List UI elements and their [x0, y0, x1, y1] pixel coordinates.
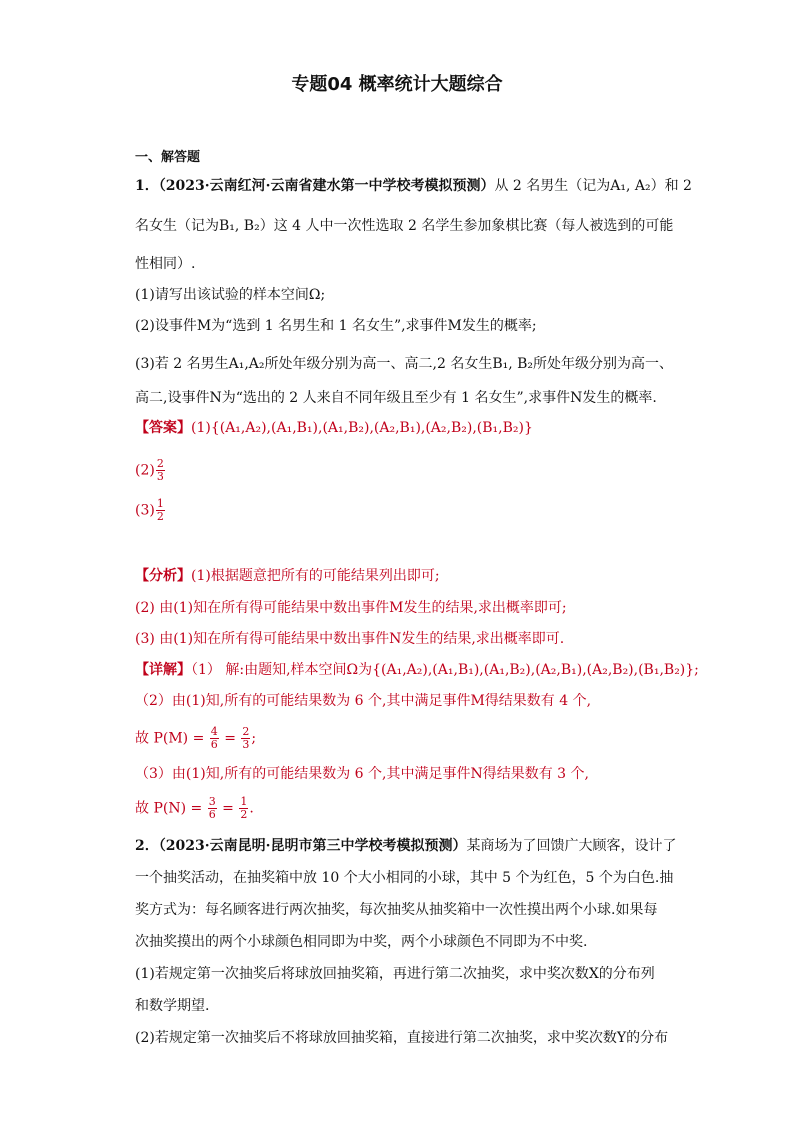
q1-part-3a: (3)若 2 名男生A₁,A₂所处年级分别为高一、高二,2 名女生B₁, B₂所处年级分别为高一、 [135, 356, 674, 372]
answer-1: (1){(A₁,A₂),(A₁,B₁),(A₁,B₂),(A₂,B₁),(A₂,B₂),(B₁,B₂)} [191, 420, 533, 436]
answer-3-prefix: (3) [135, 502, 155, 519]
q2-text-1: 某商场为了回馈广大顾客，设计了 [466, 838, 677, 854]
q2-line-6: 和数学期望. [135, 998, 210, 1014]
detail-3-fraction-1: $\frac{4}{6}$ [210, 725, 218, 751]
section-heading: 一、解答题 [135, 150, 201, 165]
detail-line-3 [135, 726, 256, 751]
answer-line-3 [135, 498, 166, 523]
q2-line-5: (1)若规定第一次抽奖后将球放回抽奖箱，再进行第二次抽奖，求中奖次数X的分布列 [135, 966, 655, 982]
detail-5-fraction-1: $\frac{3}{6}$ [208, 795, 216, 821]
answer-label: 【答案】 [135, 420, 191, 436]
detail-line-1 [135, 660, 699, 680]
detail-line-2: （2）由(1)知,所有的可能结果数为 6 个,其中满足事件M得结果数有 4 个, [135, 693, 592, 709]
detail-5-end: . [249, 800, 254, 817]
q2-line-1 [135, 836, 676, 856]
page-title: 专题04 概率统计大题综合 [291, 74, 503, 95]
detail-3-equals: = [224, 730, 236, 747]
answer-2-fraction: $\frac{2}{3}$ [156, 457, 164, 483]
detail-line-4: （3）由(1)知,所有的可能结果数为 6 个,其中满足事件N得结果数有 3 个, [135, 766, 589, 782]
detail-line-5 [135, 796, 254, 821]
detail-5-equals: = [222, 800, 234, 817]
detail-1: （1） 解:由题知,样本空间Ω为{(A₁,A₂),(A₁,B₁),(A₁,B₂),(A₂,B₁),(A₂,B₂),(B₁,B₂)}; [191, 662, 699, 678]
analysis-line-1 [135, 566, 440, 586]
answer-2-prefix: (2) [135, 462, 155, 479]
analysis-label: 【分析】 [135, 568, 191, 584]
detail-3-fraction-2: $\frac{2}{3}$ [242, 725, 250, 751]
answer-line-2 [135, 458, 166, 483]
q1-part-1: (1)请写出该试验的样本空间Ω; [135, 287, 326, 303]
q2-line-3: 奖方式为：每名顾客进行两次抽奖，每次抽奖从抽奖箱中一次性摸出两个小球.如果每 [135, 902, 658, 918]
q1-part-3b: 高二,设事件N为“选出的 2 人来自不同年级且至少有 1 名女生”,求事件N发生的概率. [135, 390, 657, 406]
analysis-line-2: (2) 由(1)知在所有得可能结果中数出事件M发生的结果,求出概率即可; [135, 600, 567, 616]
q1-part-2: (2)设事件M为“选到 1 名男生和 1 名女生”,求事件M发生的概率; [135, 318, 537, 334]
q2-line-2: 一个抽奖活动，在抽奖箱中放 10 个大小相同的小球，其中 5 个为红色，5 个为白色.抽 [135, 870, 674, 886]
q1-source: 1．（2023·云南红河·云南省建水第一中学校考模拟预测） [135, 178, 495, 194]
answer-3-fraction: $\frac{1}{2}$ [156, 497, 164, 523]
q1-line-3: 性相同）. [135, 256, 196, 272]
q2-line-7: (2)若规定第一次抽奖后不将球放回抽奖箱，直接进行第二次抽奖，求中奖次数Y的分布 [135, 1030, 669, 1046]
detail-3-end: ; [251, 730, 257, 747]
answer-line-1 [135, 418, 533, 438]
detail-3-prefix: 故 P(M) = [135, 730, 205, 747]
detail-5-fraction-2: $\frac{1}{2}$ [240, 795, 248, 821]
q2-source: 2．（2023·云南昆明·昆明市第三中学校考模拟预测） [135, 838, 467, 854]
analysis-line-3: (3) 由(1)知在所有得可能结果中数出事件N发生的结果,求出概率即可. [135, 631, 565, 647]
detail-label: 【详解】 [135, 662, 191, 678]
q2-line-4: 次抽奖摸出的两个小球颜色相同即为中奖，两个小球颜色不同即为不中奖. [135, 934, 588, 950]
q1-text-1: 从 2 名男生（记为A₁, A₂）和 2 [494, 178, 692, 194]
q1-line-1 [135, 176, 692, 196]
q1-line-2: 名女生（记为B₁, B₂）这 4 人中一次性选取 2 名学生参加象棋比赛（每人被选到的可能 [135, 218, 674, 234]
detail-5-prefix: 故 P(N) = [135, 800, 203, 817]
analysis-1: (1)根据题意把所有的可能结果列出即可; [191, 568, 440, 584]
